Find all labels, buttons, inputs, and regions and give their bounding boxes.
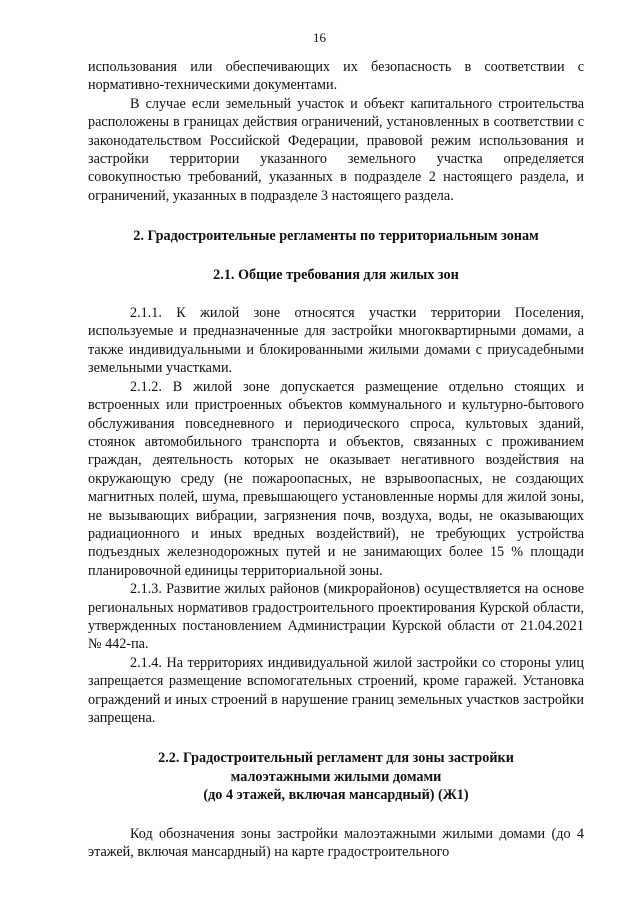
heading-section-2-2-line-3: (до 4 этажей, включая мансардный) (Ж1) — [203, 787, 469, 804]
heading-section-2: 2. Градостроительные регламенты по территориальным зонам — [133, 228, 539, 245]
heading-section-2-1: 2.1. Общие требования для жилых зон — [213, 266, 459, 283]
paragraph-continuation: использования или обеспечивающих их безопасность в соответствии с нормативно-техническими документами. — [88, 59, 584, 94]
paragraph-2-1-2: 2.1.2. В жилой зоне допускается размещение отдельно стоящих и встроенных или пристроенных объектов коммунального и культурно-бытового обслуживания повседневного и периодического спроса, культовых зданий, стоянок автомобильного транспорта и объектов, связанных с проживанием граждан, деятельность которых не оказывает негативного воздействия на окружающую среду (не пожароопасных, не взрывоопасных, не создающих магнитных полей, шума, превышающего установленные нормы для жилой зоны, не вызывающих вибрации, загрязнения почв, воздуха, воды, не оказывающих радиационного и иных вредных воздействий), не требующих устройства подъездных железнодорожных путей и не занимающих более 15 % площади планировочной единицы территориальной зоны. — [88, 378, 584, 579]
page-content — [88, 58, 584, 861]
heading-section-2-2-line-1: 2.2. Градостроительный регламент для зоны застройки — [158, 750, 514, 767]
paragraph-zone-code: Код обозначения зоны застройки малоэтажными жилыми домами (до 4 этажей, включая мансардный) на карте градостроительного — [88, 825, 584, 861]
heading-section-2-2-line-2: малоэтажными жилыми домами — [230, 768, 442, 785]
heading-section-2-2 — [88, 749, 584, 804]
paragraph-2-1-1: 2.1.1. К жилой зоне относятся участки территории Поселения, используемые и предназначенные для застройки многоквартирными домами, а также индивидуальными и блокированными жилыми домами с приусадебными земельными участками. — [88, 305, 584, 377]
page-number: 16 — [313, 30, 326, 45]
paragraph-restrictions: В случае если земельный участок и объект капитального строительства расположены в границах действия ограничений, установленных в соответствии с законодательством Российской Федерации, правовой режим использования и застройки территории указанного земельного участка определяется совокупностью требований, указанных в подразделе 2 настоящего раздела, и ограничений, указанных в подразделе 3 настоящего раздела. — [88, 95, 584, 204]
paragraph-2-1-4: 2.1.4. На территориях индивидуальной жилой застройки со стороны улиц запрещается размещение вспомогательных строений, кроме гаражей. Установка ограждений и иных строений в нарушение границ земельных участков застройки запрещена. — [88, 654, 584, 726]
paragraph-2-1-3: 2.1.3. Развитие жилых районов (микрорайонов) осуществляется на основе региональных нормативов градостроительного проектирования Курской области, утвержденных постановлением Администрации Курской области от 21.04.2021 № 442-па. — [88, 581, 584, 653]
